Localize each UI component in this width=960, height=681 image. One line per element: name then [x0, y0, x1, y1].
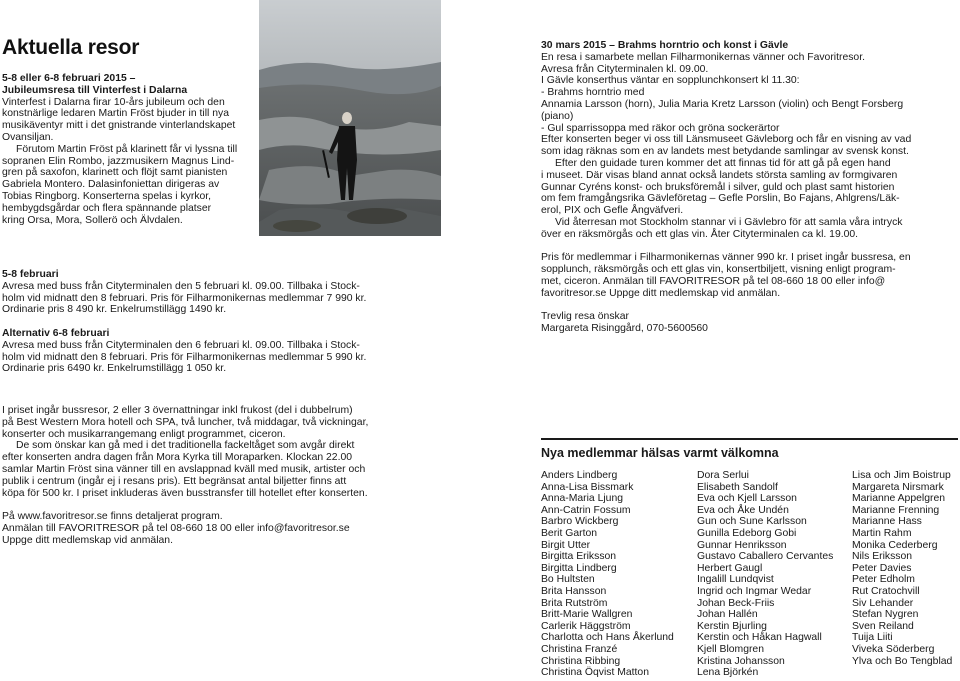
member-name: Anna-Maria Ljung — [541, 493, 624, 505]
member-name: Anna-Lisa Bissmark — [541, 481, 634, 493]
member-name: Herbert Gaugl — [697, 562, 763, 574]
member-name: Britt-Marie Wallgren — [541, 609, 633, 621]
trip2-price-line: favoritresor.se Uppge ditt medlemskap vid anmälan. — [541, 287, 781, 299]
trip2-line: - Gul sparrissoppa med räkor och gröna sockerärtor — [541, 122, 780, 134]
member-name: Ingalill Lundqvist — [697, 574, 774, 586]
member-name: Peter Davies — [852, 562, 912, 574]
trip2-line: I Gävle konserthus väntar en sopplunchkonsert kl 11.30: — [541, 75, 800, 87]
extra-line: efter konserten andra dagen från Mora Kyrka till Moraparken. Klockan 22.00 — [2, 452, 353, 464]
member-name: Tuija Liiti — [852, 632, 893, 644]
member-name: Gunnar Henriksson — [697, 539, 787, 551]
trip2-line: över en räksmörgås och ett glas vin. Åter Cityterminalen ca kl. 19.00. — [541, 228, 859, 240]
member-name: Gunilla Edeborg Gobi — [697, 527, 797, 539]
trip2-sign-line: Margareta Risinggård, 070-5600560 — [541, 323, 708, 335]
trip1-intro-line: musikäventyr mitt i det gnistrande vinterlandskapet — [2, 120, 236, 132]
extra-line: publik i centrum (ingår ej i resans pris). Ett begränsat antal biljetter finns att — [2, 475, 347, 487]
trip2-line: Avresa från Cityterminalen kl. 09.00. — [541, 63, 709, 75]
option2-line: Avresa med buss från Cityterminalen den 6 februari kl. 09.00. Tillbaka i Stock- — [2, 339, 360, 351]
member-name: Elisabeth Sandolf — [697, 481, 778, 493]
member-name: Martin Rahm — [852, 527, 912, 539]
trip2-line: En resa i samarbete mellan Filharmonikernas vänner och Favoritresor. — [541, 51, 865, 63]
trip1-para2-line: kring Orsa, Mora, Sollerö och Älvdalen. — [2, 214, 183, 226]
contact-line: Anmälan till FAVORITRESOR på tel 08-660 18 00 eller info@favoritresor.se — [2, 522, 350, 534]
trip1-intro-line: konstnärlige ledaren Martin Fröst bjuder in till nya — [2, 108, 229, 120]
member-name: Ann-Catrin Fossum — [541, 504, 631, 516]
member-name: Kristina Johansson — [697, 655, 785, 667]
included-line: konserter och musikarrangemang enligt programmet, ciceron. — [2, 428, 286, 440]
member-name: Lisa och Jim Boistrup — [852, 470, 951, 481]
member-name: Christina Öqvist Matton — [541, 667, 649, 679]
member-name: Marianne Appelgren — [852, 493, 946, 505]
member-name: Johan Beck-Friis — [697, 597, 775, 609]
member-name: Viveka Söderberg — [852, 643, 935, 655]
trip1-section — [2, 73, 258, 226]
member-name: Barbro Wickberg — [541, 516, 619, 528]
trip1-para2-line: hembygdsgårdar och flera spännande platser — [2, 202, 212, 214]
member-name: Birgitta Eriksson — [541, 551, 617, 563]
member-name: Charlotta och Hans Åkerlund — [541, 632, 674, 644]
member-name: Siv Lehander — [852, 597, 914, 609]
trip2-price-line: met, ciceron. Anmälan till FAVORITRESOR på tel 08-660 18 00 eller info@ — [541, 275, 886, 287]
member-name: Birgit Utter — [541, 539, 591, 551]
trip2-line: Efter konserten beger vi oss till Länsmuseet Gävleborg och får en visning av vad — [541, 134, 912, 146]
member-name: Brita Hansson — [541, 585, 607, 597]
member-name: Sven Reiland — [852, 620, 914, 632]
member-name: Eva och Åke Undén — [697, 504, 789, 516]
option1-heading: 5-8 februari — [2, 269, 59, 280]
trip2-sign-line: Trevlig resa önskar — [541, 311, 629, 323]
trip1-intro-line: Vinterfest i Dalarna firar 10-års jubileum och den — [2, 96, 225, 108]
contact-line: Uppge ditt medlemskap vid anmälan. — [2, 534, 173, 546]
member-name: Nils Eriksson — [852, 551, 913, 563]
member-name: Stefan Nygren — [852, 609, 919, 621]
trip2-line: - Brahms horntrio med — [541, 87, 645, 99]
member-name: Eva och Kjell Larsson — [697, 493, 797, 505]
member-name: Margareta Nirsmark — [852, 481, 944, 493]
trip1-para2-line: sopranen Elin Rombo, jazzmusikern Magnus Lind- — [2, 155, 235, 167]
trip1-para2-line: Gabriela Montero. Dalasinfoniettan dirigeras av — [2, 179, 220, 191]
option2-line: holm vid midnatt den 8 februari. Pris för Filharmonikernas medlemmar 5 990 kr. — [2, 351, 367, 363]
trip2-price-line: Pris för medlemmar i Filharmonikernas vänner 990 kr. I priset ingår bussresa, en — [541, 252, 911, 264]
member-name: Rut Cratochvill — [852, 585, 920, 597]
trip2-line: som idag räknas som en av landets mest betydande samlingar av svensk konst. — [541, 146, 909, 158]
member-name: Carlerik Häggström — [541, 620, 631, 632]
extra-line: köpa för 500 kr. I priset inkluderas även busstransfer till hotellet efter konserten. — [2, 487, 368, 499]
trip2-line: Vid återresan mot Stockholm stannar vi i Gävlebro för att samla våra intryck — [555, 216, 903, 228]
members-column-1 — [541, 470, 691, 679]
member-name: Kjell Blomgren — [697, 643, 764, 655]
trip2-line: om fem framgångsrika Gävleföretag – Gefle Porslin, Bo Fajans, Ahlgrens/Läk- — [541, 193, 900, 205]
trip1-intro-line: Ovansiljan. — [2, 131, 54, 143]
member-name: Marianne Hass — [852, 516, 922, 528]
trip2-line: erol, PIX och Gefle Ångväfveri. — [541, 205, 684, 217]
extra-line: samlar Martin Fröst sina vänner till en avslappnad kväll med musik, artister och — [2, 463, 366, 475]
trip1-options — [2, 269, 442, 375]
member-name: Marianne Frenning — [852, 504, 940, 516]
member-name: Christina Franzé — [541, 643, 618, 655]
trip1-para2-line: Förutom Martin Fröst på klarinett får vi lyssna till — [16, 143, 238, 155]
members-column-2 — [697, 470, 847, 679]
trip1-details — [2, 405, 442, 547]
clarinettist-photo — [259, 0, 441, 236]
member-name: Gun och Sune Karlsson — [697, 516, 807, 528]
trip2-section — [541, 40, 958, 335]
included-line: på Best Western Mora hotell och SPA, två luncher, två middagar, två vickningar, — [2, 416, 369, 428]
trip1-heading-1: 5-8 eller 6-8 februari 2015 – — [2, 73, 136, 84]
option1-line: Avresa med buss från Cityterminalen den 5 februari kl. 09.00. Tillbaka i Stock- — [2, 280, 360, 292]
option1-line: holm vid midnatt den 8 februari. Pris för Filharmonikernas medlemmar 7 990 kr. — [2, 292, 367, 304]
option1-line: Ordinarie pris 8 490 kr. Enkelrumstillägg 1490 kr. — [2, 304, 227, 316]
trip2-heading: 30 mars 2015 – Brahms horntrio och konst i Gävle — [541, 40, 789, 51]
member-name: Kerstin och Håkan Hagwall — [697, 632, 822, 644]
page-title: Aktuella resor — [2, 36, 140, 59]
member-name: Christina Ribbing — [541, 655, 621, 667]
trip2-line: Gunnar Cyréns konst- och bruksföremål i silver, guld och plast samt historien — [541, 181, 895, 193]
trip1-para2-line: Tobias Ringborg. Konserterna spelas i kyrkor, — [2, 190, 212, 202]
trip1-para2-line: gren på saxofon, klarinett och flöjt samt pianisten — [2, 167, 228, 179]
option2-heading: Alternativ 6-8 februari — [2, 327, 110, 339]
member-name: Johan Hallén — [697, 609, 758, 621]
member-name: Monika Cederberg — [852, 539, 938, 551]
member-name: Dora Serlui — [697, 470, 749, 481]
member-name: Ylva och Bo Tengblad — [852, 655, 953, 667]
member-name: Anders Lindberg — [541, 470, 618, 481]
member-name: Berit Garton — [541, 527, 598, 539]
contact-line: På www.favoritresor.se finns detaljerat program. — [2, 511, 223, 523]
included-line: I priset ingår bussresor, 2 eller 3 övernattningar inkl frukost (del i dubbelrum) — [2, 405, 353, 416]
member-name: Brita Rutström — [541, 597, 608, 609]
trip2-line: (piano) — [541, 110, 574, 122]
trip2-price-line: sopplunch, räksmörgås och ett glas vin, konsertbiljett, visning enligt program- — [541, 264, 896, 276]
member-name: Birgitta Lindberg — [541, 562, 617, 574]
member-name: Bo Hultsten — [541, 574, 595, 586]
member-name: Kerstin Bjurling — [697, 620, 767, 632]
members-column-3 — [852, 470, 958, 667]
trip2-line: Annamia Larsson (horn), Julia Maria Kretz Larsson (violin) och Bengt Forsberg — [541, 98, 904, 110]
option2-line: Ordinarie pris 6490 kr. Enkelrumstillägg 1 050 kr. — [2, 363, 227, 375]
member-name: Ingrid och Ingmar Wedar — [697, 585, 812, 597]
trip2-line: i museet. Där visas bland annat också landets största samling av formgivaren — [541, 169, 898, 181]
member-name: Gustavo Caballero Cervantes — [697, 551, 834, 563]
new-members-title: Nya medlemmar hälsas varmt välkomna — [541, 446, 779, 460]
trip2-line: Efter den guidade turen kommer det att finnas tid för att gå på egen hand — [555, 157, 891, 169]
extra-line: De som önskar kan gå med i det traditionella fackeltåget som avgår direkt — [16, 440, 355, 452]
trip1-heading-2: Jubileumsresa till Vinterfest i Dalarna — [2, 84, 188, 96]
section-divider — [541, 438, 958, 440]
member-name: Peter Edholm — [852, 574, 915, 586]
member-name: Lena Björkén — [697, 667, 759, 679]
